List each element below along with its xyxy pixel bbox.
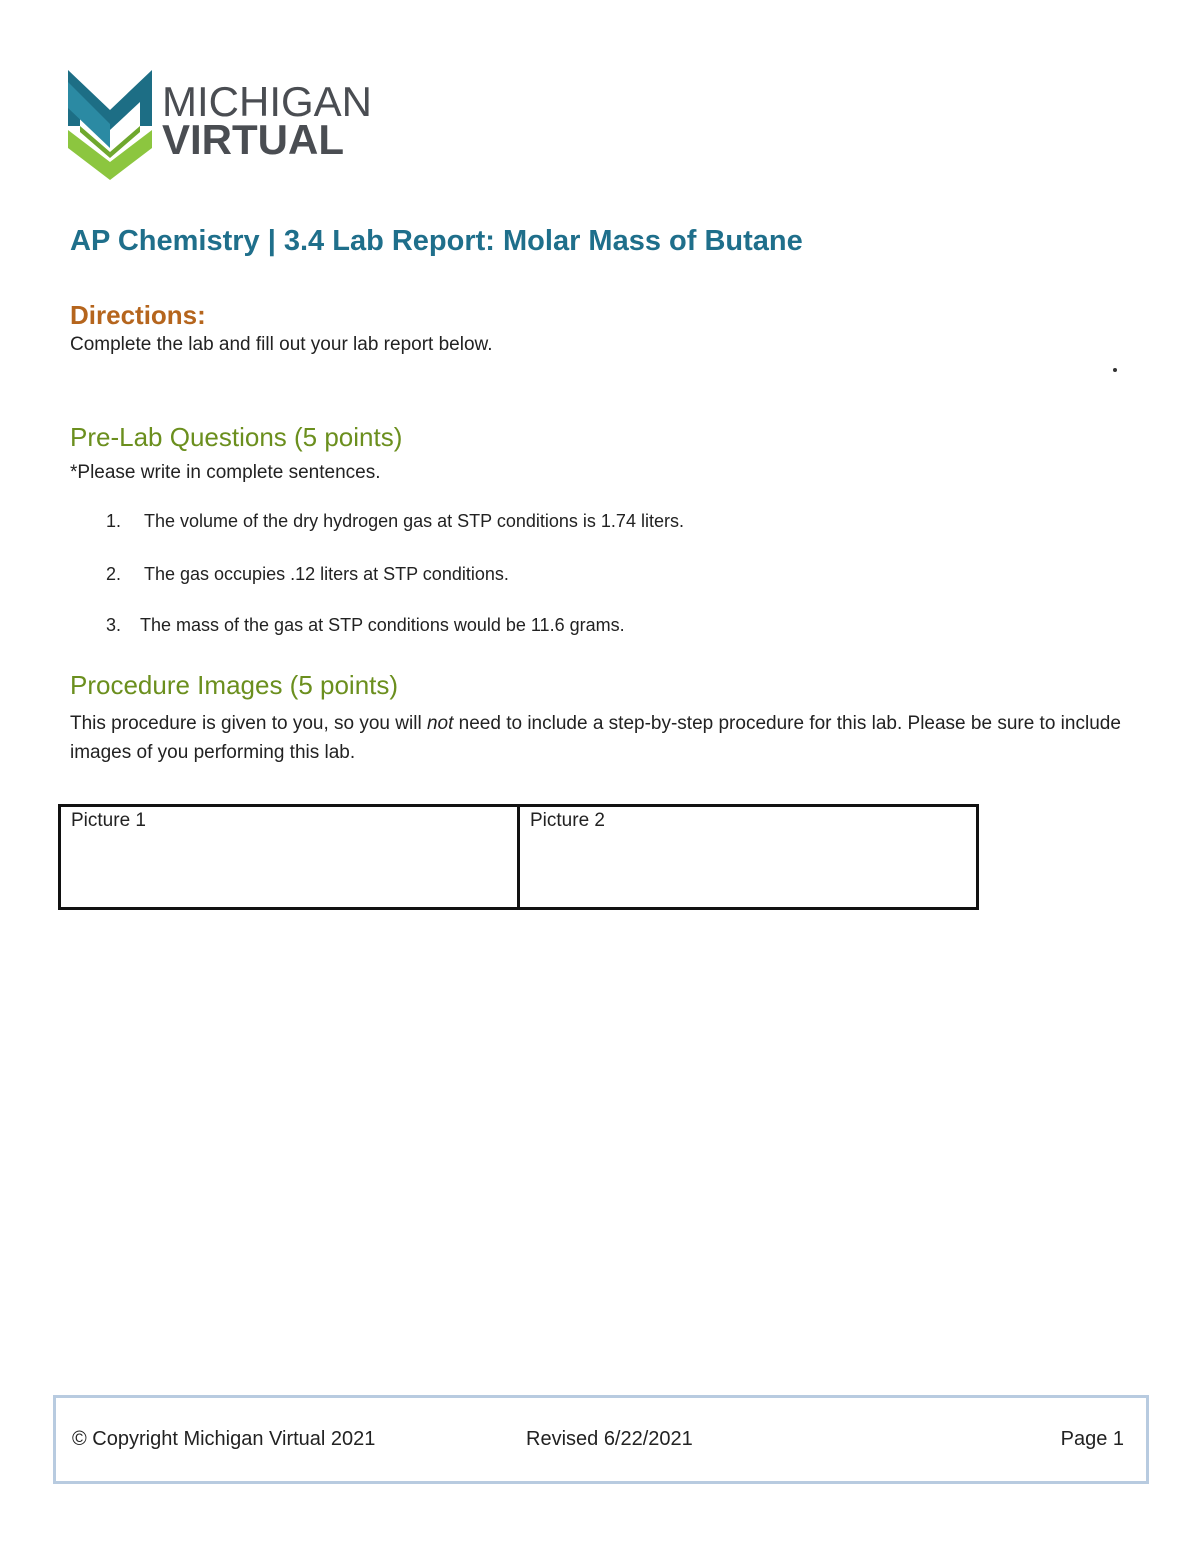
procedure-heading: Procedure Images (5 points) (70, 670, 399, 700)
directions-text: Complete the lab and fill out your lab report below. (70, 334, 493, 355)
picture-table (58, 804, 979, 910)
footer-revised: Revised 6/22/2021 (526, 1428, 693, 1450)
procedure-text-after: need to include a step-by-step procedure for this lab. Please be sure to include images of you performing this lab. (70, 713, 1121, 763)
question-number: 1. (106, 511, 122, 531)
prelab-question-2 (106, 564, 509, 585)
question-text: The mass of the gas at STP conditions would be 11.6 grams. (140, 615, 625, 635)
michigan-virtual-m-logo-icon (68, 68, 152, 182)
question-number: 2. (106, 564, 122, 584)
prelab-heading: Pre-Lab Questions (5 points) (70, 422, 403, 452)
prelab-question-1 (106, 511, 684, 532)
footer-copyright: © Copyright Michigan Virtual 2021 (72, 1428, 376, 1450)
picture-1-cell[interactable]: Picture 1 (60, 806, 519, 909)
stray-dot (1113, 368, 1117, 372)
footer-page-number: Page 1 (1060, 1428, 1124, 1450)
logo-word-virtual: VIRTUAL (162, 116, 344, 163)
procedure-text-emphasis: not (426, 713, 454, 734)
question-number: 3. (106, 615, 122, 635)
page-title: AP Chemistry | 3.4 Lab Report: Molar Mass of Butane (70, 225, 803, 257)
procedure-text (70, 709, 1130, 767)
question-text: The gas occupies .12 liters at STP conditions. (144, 564, 509, 584)
prelab-note: *Please write in complete sentences. (70, 462, 381, 483)
logo-word-michigan: MICHIGAN (162, 78, 372, 125)
question-text: The volume of the dry hydrogen gas at STP conditions is 1.74 liters. (144, 511, 684, 531)
picture-2-cell[interactable]: Picture 2 (519, 806, 978, 909)
procedure-text-before: This procedure is given to you, so you will (70, 713, 427, 734)
directions-heading: Directions: (70, 300, 206, 330)
prelab-question-3 (106, 615, 625, 636)
michigan-virtual-logo (68, 68, 372, 184)
page-footer (53, 1395, 1149, 1484)
